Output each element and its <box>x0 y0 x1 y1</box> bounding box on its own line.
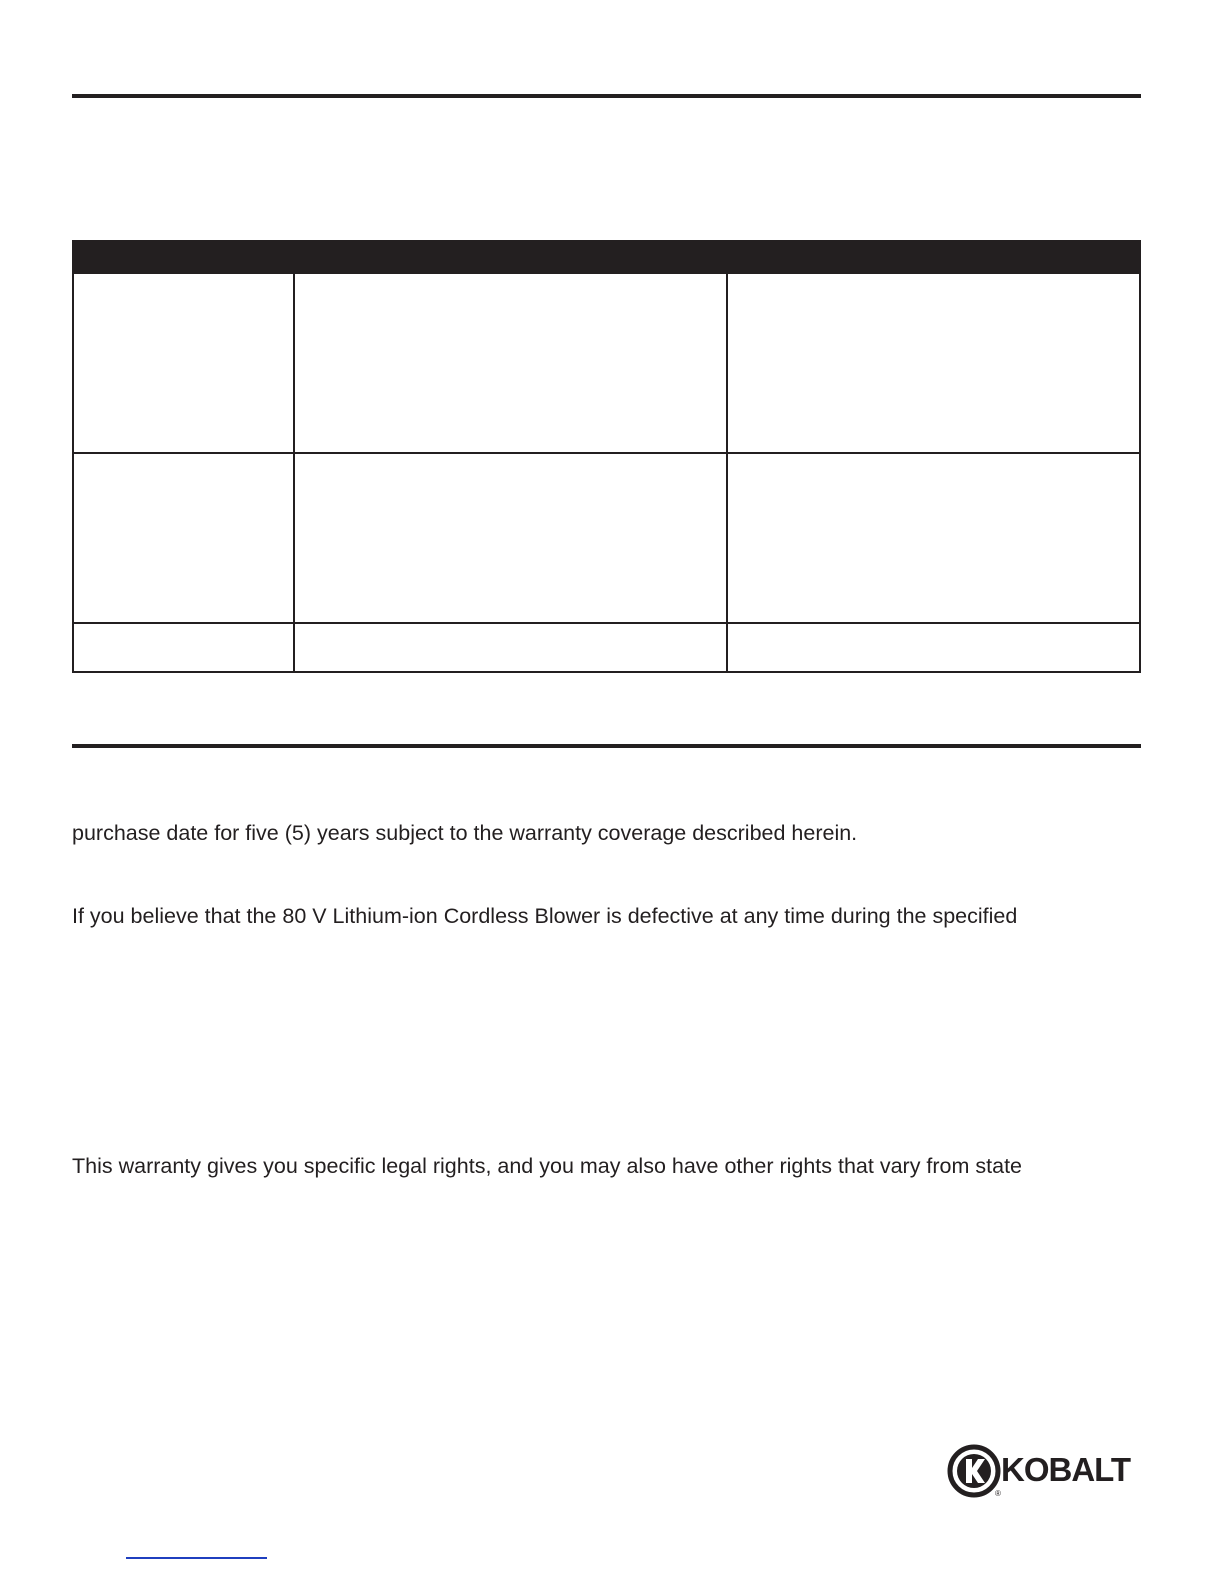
kobalt-logo <box>947 1444 1143 1498</box>
table-row <box>74 624 1139 671</box>
table-cell <box>295 454 728 622</box>
link-underline[interactable] <box>126 1557 267 1559</box>
registered-mark: ® <box>995 1489 1001 1498</box>
table-row <box>74 274 1139 454</box>
warranty-paragraph-coverage: purchase date for five (5) years subject to the warranty coverage described herein. <box>72 821 858 845</box>
table-row <box>74 454 1139 624</box>
warranty-paragraph-rights: This warranty gives you specific legal rights, and you may also have other rights that vary from state <box>72 1154 1023 1178</box>
section-divider-top <box>72 94 1141 98</box>
table-cell <box>295 274 728 452</box>
table-cell <box>728 454 1139 622</box>
kobalt-wordmark: KOBALT <box>1001 1451 1131 1488</box>
section-divider-warranty <box>72 744 1141 748</box>
warranty-table <box>72 240 1141 673</box>
table-cell <box>74 274 295 452</box>
warranty-paragraph-defect: If you believe that the 80 V Lithium-ion Cordless Blower is defective at any time during the specified <box>72 904 1018 928</box>
kobalt-k-circle-icon <box>947 1444 1007 1498</box>
table-header <box>72 240 1141 274</box>
table-cell <box>295 624 728 671</box>
table-cell <box>74 624 295 671</box>
table-cell <box>728 274 1139 452</box>
table-cell <box>728 624 1139 671</box>
table-cell <box>74 454 295 622</box>
